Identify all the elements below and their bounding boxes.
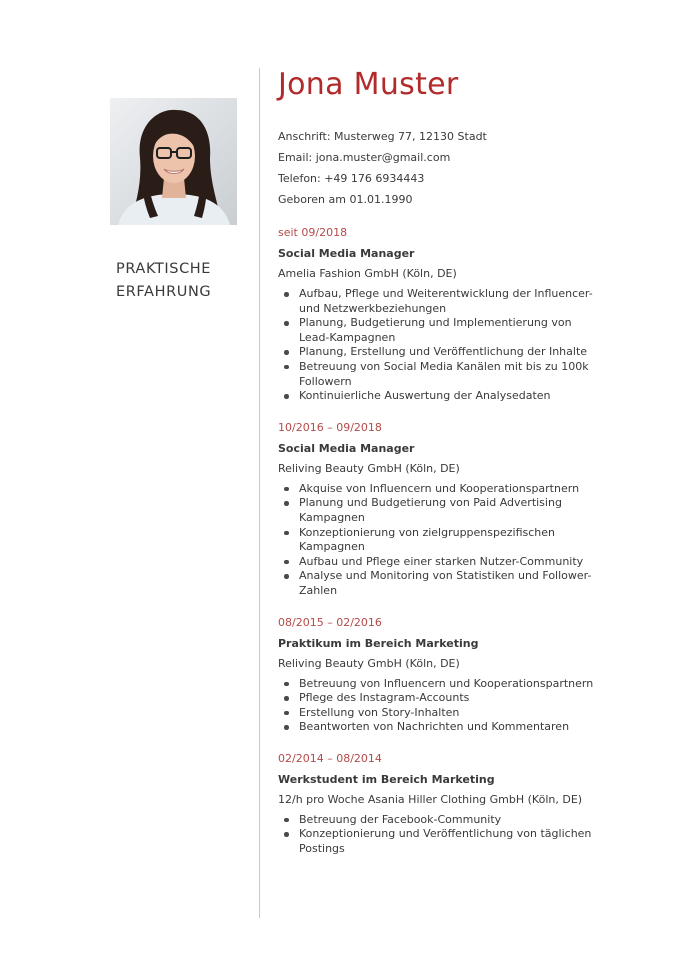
section-label-line-1: PRAKTISCHE bbox=[116, 261, 212, 277]
bullet-item bbox=[278, 389, 598, 404]
entry-date: 10/2016 – 09/2018 bbox=[278, 420, 382, 434]
bullet-dot-icon bbox=[284, 350, 289, 355]
birth-line: Geboren am 01.01.1990 bbox=[278, 193, 413, 206]
bullet-dot-icon bbox=[284, 832, 289, 837]
entry-company: Reliving Beauty GmbH (Köln, DE) bbox=[278, 461, 460, 475]
entry-bullet-list bbox=[278, 813, 598, 857]
bullet-text: Betreuung der Facebook-Community bbox=[299, 812, 502, 826]
bullet-item bbox=[278, 691, 598, 706]
entry-company: Reliving Beauty GmbH (Köln, DE) bbox=[278, 656, 460, 670]
entry-company: Amelia Fashion GmbH (Köln, DE) bbox=[278, 267, 457, 280]
entry-title: Praktikum im Bereich Marketing bbox=[278, 636, 479, 650]
bullet-text: Beantworten von Nachrichten und Kommentaren bbox=[299, 720, 570, 734]
contact-block bbox=[278, 126, 598, 210]
bullet-item bbox=[278, 482, 598, 497]
bullet-text: Planung, Budgetierung und Implementierung von Lead-Kampagnen bbox=[299, 316, 572, 344]
entry-title: Werkstudent im Bereich Marketing bbox=[278, 772, 495, 786]
experience-entry bbox=[278, 419, 598, 599]
section-label-line-2: ERFAHRUNG bbox=[116, 284, 212, 300]
bullet-dot-icon bbox=[284, 531, 289, 536]
bullet-dot-icon bbox=[284, 560, 289, 565]
portrait-photo-icon bbox=[110, 98, 237, 225]
bullet-text: Akquise von Influencern und Kooperationspartnern bbox=[299, 481, 580, 495]
bullet-item bbox=[278, 287, 598, 316]
bullet-text: Aufbau, Pflege und Weiterentwicklung der Influencer- und Netzwerkbeziehungen bbox=[299, 287, 593, 315]
bullet-dot-icon bbox=[284, 818, 289, 823]
bullet-dot-icon bbox=[284, 394, 289, 399]
bullet-item bbox=[278, 827, 598, 856]
bullet-text: Betreuung von Social Media Kanälen mit bis zu 100k Followern bbox=[299, 359, 589, 388]
bullet-item bbox=[278, 360, 598, 389]
main-column bbox=[278, 66, 598, 872]
bullet-item bbox=[278, 677, 598, 692]
bullet-dot-icon bbox=[284, 696, 289, 701]
bullet-text: Konzeptionierung von zielgruppenspezifischen Kampagnen bbox=[299, 525, 556, 554]
bullet-item bbox=[278, 720, 598, 735]
address-line: Anschrift: Musterweg 77, 12130 Stadt bbox=[278, 130, 487, 143]
bullet-dot-icon bbox=[284, 487, 289, 492]
bullet-text: Planung und Budgetierung von Paid Advertising Kampagnen bbox=[299, 496, 562, 524]
bullet-dot-icon bbox=[284, 682, 289, 687]
entry-title: Social Media Manager bbox=[278, 441, 415, 455]
bullet-dot-icon bbox=[284, 501, 289, 506]
bullet-text: Aufbau und Pflege einer starken Nutzer-Community bbox=[299, 554, 584, 568]
experience-entry bbox=[278, 224, 598, 404]
bullet-dot-icon bbox=[284, 321, 289, 326]
bullet-item bbox=[278, 555, 598, 570]
entry-bullet-list bbox=[278, 677, 598, 735]
entry-bullet-list bbox=[278, 482, 598, 599]
bullet-item bbox=[278, 813, 598, 828]
experience-entry bbox=[278, 614, 598, 735]
email-line: Email: jona.muster@gmail.com bbox=[278, 151, 451, 164]
bullet-dot-icon bbox=[284, 725, 289, 730]
entry-date: 08/2015 – 02/2016 bbox=[278, 615, 382, 629]
vertical-divider bbox=[259, 68, 260, 918]
bullet-text: Planung, Erstellung und Veröffentlichung der Inhalte bbox=[299, 345, 588, 359]
bullet-text: Betreuung von Influencern und Kooperationspartnern bbox=[299, 676, 594, 690]
experience-list bbox=[278, 224, 598, 857]
bullet-item bbox=[278, 706, 598, 721]
bullet-dot-icon bbox=[284, 574, 289, 579]
person-name: Jona Muster bbox=[278, 67, 459, 102]
phone-line: Telefon: +49 176 6934443 bbox=[278, 172, 425, 185]
bullet-item bbox=[278, 316, 598, 345]
bullet-dot-icon bbox=[284, 365, 289, 370]
bullet-item bbox=[278, 569, 598, 598]
bullet-item bbox=[278, 526, 598, 555]
bullet-item bbox=[278, 496, 598, 525]
bullet-item bbox=[278, 345, 598, 360]
bullet-text: Pflege des Instagram-Accounts bbox=[299, 691, 470, 705]
bullet-text: Erstellung von Story-Inhalten bbox=[299, 705, 460, 719]
profile-photo bbox=[110, 98, 237, 225]
entry-company: 12/h pro Woche Asania Hiller Clothing GmbH (Köln, DE) bbox=[278, 792, 583, 806]
entry-bullet-list bbox=[278, 287, 598, 404]
entry-date: 02/2014 – 08/2014 bbox=[278, 751, 382, 765]
experience-entry bbox=[278, 750, 598, 857]
bullet-dot-icon bbox=[284, 711, 289, 716]
entry-date: seit 09/2018 bbox=[278, 226, 348, 239]
bullet-text: Konzeptionierung und Veröffentlichung von täglichen Postings bbox=[299, 827, 592, 856]
bullet-dot-icon bbox=[284, 292, 289, 297]
bullet-text: Kontinuierliche Auswertung der Analysedaten bbox=[299, 389, 551, 403]
entry-title: Social Media Manager bbox=[278, 247, 415, 260]
bullet-text: Analyse und Monitoring von Statistiken und Follower-Zahlen bbox=[299, 569, 592, 597]
section-label-experience bbox=[116, 258, 246, 304]
